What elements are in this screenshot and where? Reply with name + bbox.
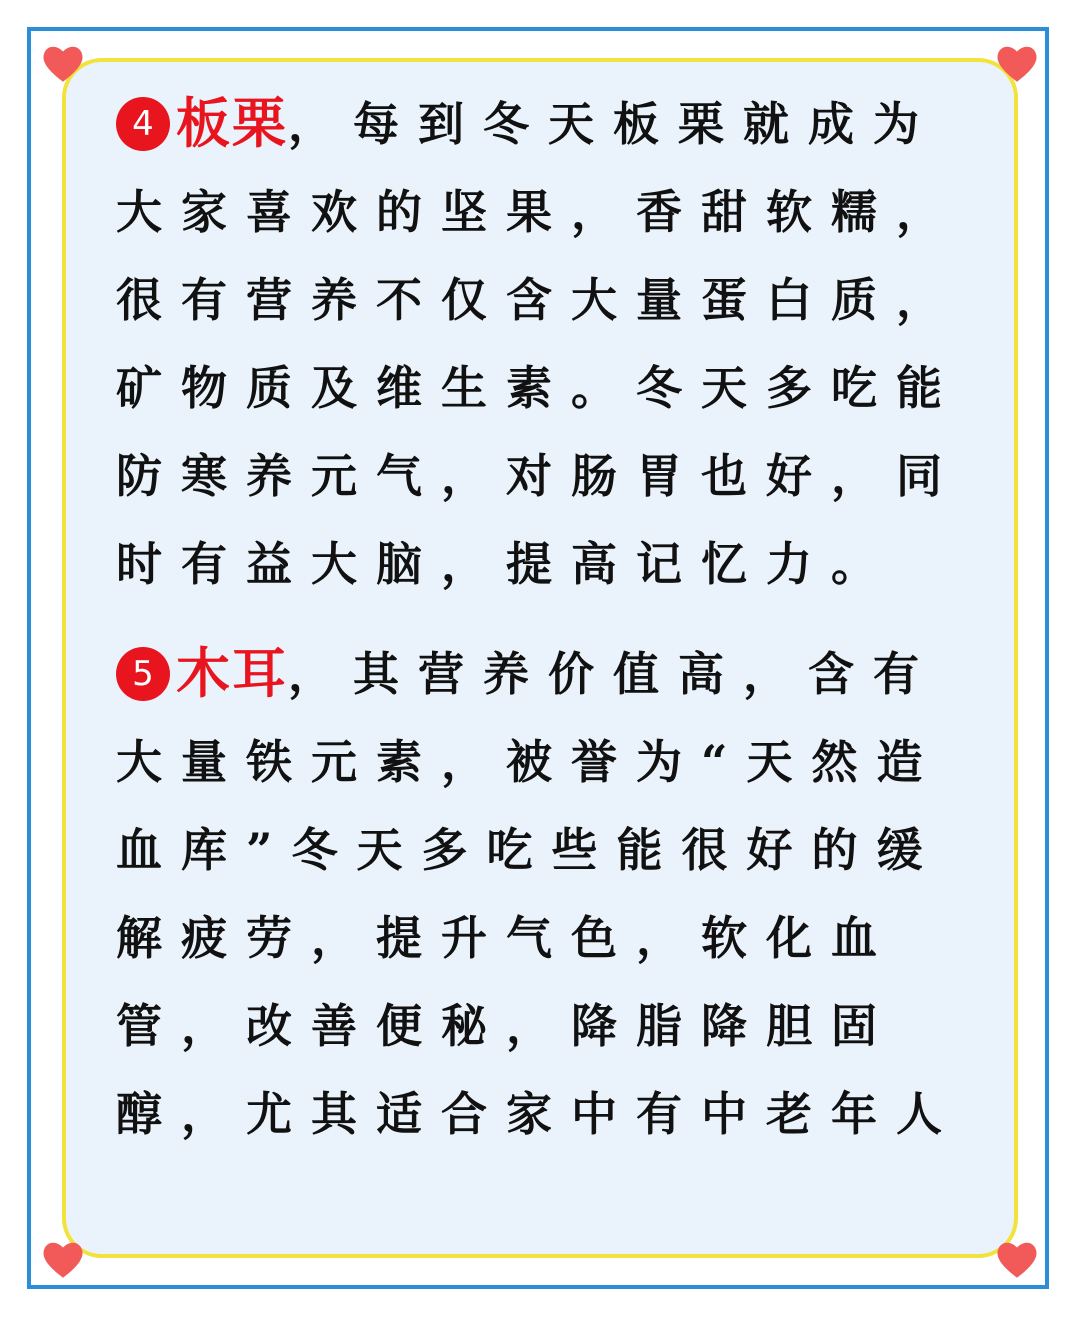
heart-icon [994, 1236, 1040, 1282]
heart-icon [40, 1236, 86, 1282]
item-text-line: ，其营养价值高，含有 [288, 647, 938, 701]
item-text-line: 大家喜欢的坚果，香甜软糯， [116, 185, 961, 239]
item-text-line: 解疲劳，提升气色，软化血 [116, 911, 896, 965]
item-text-line: 矿物质及维生素。冬天多吃能 [116, 361, 961, 415]
item-text-line: 管，改善便秘，降脂降胆固 [116, 999, 896, 1053]
item-heading [116, 80, 956, 168]
item-text-line: 时有益大脑，提高记忆力。 [116, 537, 896, 591]
item-heading [116, 630, 956, 718]
item-text-line: ，每到冬天板栗就成为 [288, 97, 938, 151]
item-number-badge: 5 [116, 647, 170, 701]
heart-icon [994, 40, 1040, 86]
item-number-badge: 4 [116, 97, 170, 151]
article-body [116, 80, 961, 1158]
item-text-line: 血库”冬天多吃些能很好的缓 [116, 823, 942, 877]
item-text-line: 大量铁元素，被誉为“天然造 [116, 735, 942, 789]
item-text-line: 很有营养不仅含大量蛋白质， [116, 273, 961, 327]
heart-icon [40, 40, 86, 86]
item-keyword: 木耳 [176, 642, 288, 705]
item-text-line: 醇，尤其适合家中有中老年人 [116, 1087, 961, 1141]
item-keyword: 板栗 [176, 92, 288, 155]
item-text-line: 防寒养元气，对肠胃也好，同 [116, 449, 961, 503]
